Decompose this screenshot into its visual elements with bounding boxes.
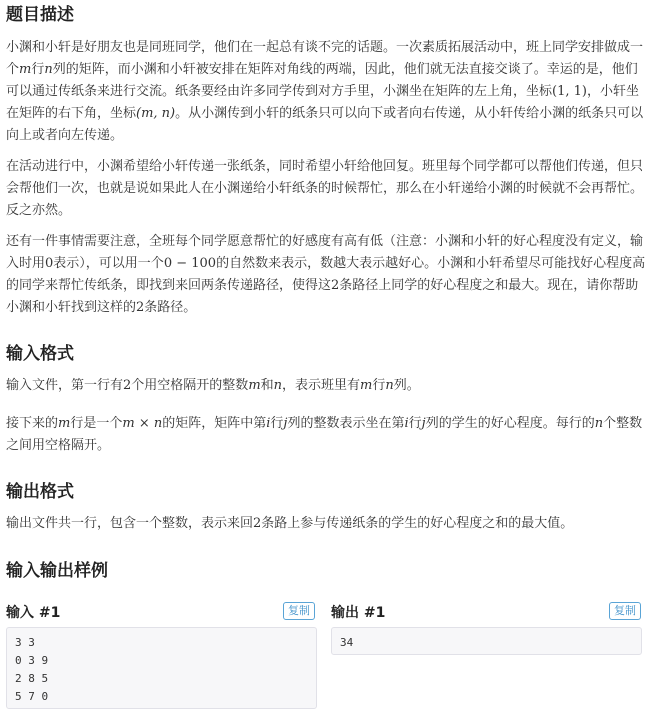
text: ，小轩坐在矩阵的右下角，坐标 xyxy=(6,84,639,121)
math-zero: 0 xyxy=(45,256,54,271)
text: 还有一件事情需要注意，全班每个同学愿意帮忙的好感度有高有低（注意：小渊和小轩的好心程度没有定义，输入时用 xyxy=(6,234,644,271)
copy-output-button[interactable]: 复制 xyxy=(609,602,641,620)
text: 行 xyxy=(270,416,284,431)
math-n: n xyxy=(594,416,604,431)
math-m: m xyxy=(360,378,373,393)
text: 列的矩阵，而小渊和小轩被安排在矩阵对角线的两端，因此，他们就无法直接交谈了。幸运的是，他们可以通过传纸条来进行交流。纸条要经由许多同学传到对方手里，小渊坐在矩阵的左上角，坐标 xyxy=(6,62,638,99)
math-coord-end: (m, n) xyxy=(136,106,176,121)
example-input-title: 输入 #1 xyxy=(6,605,61,621)
text: 行 xyxy=(372,378,386,393)
text: 列。 xyxy=(393,378,420,393)
text: 小渊和小轩是好朋友也是同班同学，他们在一起总有谈不完的话题。一次素质拓展活动中，班上同学安排做成一个 xyxy=(6,40,644,77)
input-format-paragraph-1 xyxy=(6,375,646,397)
text: 表示），可以用一个 xyxy=(53,256,164,271)
math-coord-start: (1, 1) xyxy=(552,84,587,99)
description-paragraph-3 xyxy=(6,231,646,319)
text: 的自然数来表示，数越大表示越好心。小渊和小轩希望尽可能找好心程度高的同学来帮忙传纸条，即找到来回两条传递路径，使得这 xyxy=(6,256,646,293)
text: 条路径。 xyxy=(144,300,197,315)
input-format-paragraph-2 xyxy=(6,413,646,457)
text: 列的整数表示坐在第 xyxy=(287,416,405,431)
text: 。从小渊传到小轩的纸条只可以向下或者向右传递，从小轩传给小渊的纸条只可以向上或者向左传递。 xyxy=(6,106,644,143)
text: 个用空格隔开的整数 xyxy=(131,378,249,393)
math-m: m xyxy=(58,416,71,431)
text: 个整数之间用空格隔开。 xyxy=(6,416,643,453)
text: 行 xyxy=(31,62,45,77)
math-j: j xyxy=(283,416,288,431)
math-i: i xyxy=(404,416,409,431)
text: 行 xyxy=(408,416,422,431)
text: 和 xyxy=(260,378,274,393)
math-range: 0 − 100 xyxy=(163,256,217,271)
math-n: n xyxy=(273,378,283,393)
text: 接下来的 xyxy=(6,416,59,431)
math-m: m xyxy=(19,62,32,77)
description-heading: 题目描述 xyxy=(6,5,74,25)
text: 输出文件共一行，包含一个整数，表示来回 xyxy=(6,516,254,531)
text: ，表示班里有 xyxy=(282,378,361,393)
text: 的矩阵，矩阵中第 xyxy=(162,416,267,431)
math-m-times-n: m × n xyxy=(122,416,163,431)
math-m: m xyxy=(248,378,261,393)
math-n: n xyxy=(385,378,394,393)
example-input-line: 0 3 9 xyxy=(15,654,49,667)
math-two: 2 xyxy=(136,300,145,315)
math-i: i xyxy=(266,416,271,431)
example-input-line: 3 3 xyxy=(15,636,35,649)
text: 行是一个 xyxy=(70,416,123,431)
description-paragraph-1 xyxy=(6,37,646,147)
input-format-heading: 输入格式 xyxy=(6,344,74,364)
example-input-line: 2 8 5 xyxy=(15,672,49,685)
examples-heading: 输入输出样例 xyxy=(6,561,108,581)
example-output-line: 34 xyxy=(340,636,354,649)
example-output-box xyxy=(331,627,642,655)
example-input-line: 5 7 0 xyxy=(15,690,49,703)
example-output-title: 输出 #1 xyxy=(331,605,386,621)
math-n: n xyxy=(44,62,53,77)
math-two: 2 xyxy=(123,378,132,393)
math-j: j xyxy=(421,416,426,431)
text: 条路上参与传递纸条的学生的好心程度之和的最大值。 xyxy=(261,516,574,531)
output-format-heading: 输出格式 xyxy=(6,482,74,502)
math-two: 2 xyxy=(253,516,262,531)
example-input-box xyxy=(6,627,317,709)
math-two: 2 xyxy=(331,278,340,293)
copy-input-button[interactable]: 复制 xyxy=(283,602,315,620)
description-paragraph-2: 在活动进行中，小渊希望给小轩传递一张纸条，同时希望小轩给他回复。班里每个同学都可以帮他们传递，但只会帮他们一次，也就是说如果此人在小渊递给小轩纸条的时候帮忙，那么在小轩递给小渊的时候就不会再帮忙。反之亦然。 xyxy=(6,159,644,218)
output-format-paragraph xyxy=(6,513,646,535)
text: 条路径上同学的好心程度之和最大。现在，请你帮助小渊和小轩找到这样的 xyxy=(6,278,639,315)
text: 输入文件，第一行有 xyxy=(6,378,124,393)
text: 列的学生的好心程度。每行的 xyxy=(425,416,595,431)
